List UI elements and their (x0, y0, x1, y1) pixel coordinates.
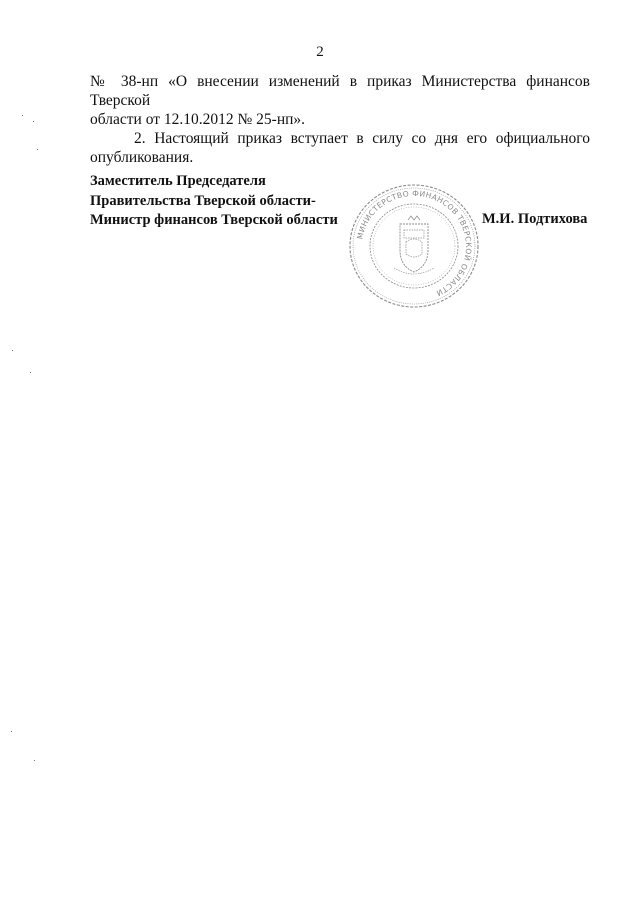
scan-speck (33, 121, 34, 122)
scan-speck (22, 115, 23, 116)
scan-speck (37, 149, 38, 150)
page-number: 2 (316, 44, 324, 60)
scan-speck (11, 731, 12, 732)
paragraph-1-line-2: области от 12.10.2012 № 25-нп». (90, 111, 306, 128)
document-body (90, 72, 590, 167)
paragraph-effective-date (90, 129, 590, 167)
scan-speck (12, 350, 13, 351)
position-line-1: Заместитель Председателя (90, 173, 266, 189)
position-line-2: Правительства Тверской области- (90, 192, 316, 209)
signatory-position (90, 172, 350, 231)
paragraph-2-line-1: 2. Настоящий приказ вступает в силу со дня его официального (134, 130, 590, 147)
svg-text:МИНИСТЕРСТВО ФИНАНСОВ ТВЕРСКОЙ: МИНИСТЕРСТВО ФИНАНСОВ ТВЕРСКОЙ ОБЛАСТИ (355, 188, 474, 298)
paragraph-2-line-2: опубликования. (90, 149, 194, 166)
position-line-3: Министр финансов Тверской области (90, 212, 338, 228)
paragraph-1-line-1: № 38-нп «О внесении изменений в приказ Министерства финансов Тверской (90, 73, 590, 109)
official-seal-stamp (344, 180, 484, 312)
scan-speck (34, 760, 35, 761)
signer-name: М.И. Подтихова (482, 211, 588, 227)
paragraph-continuation (90, 72, 590, 129)
scan-speck (30, 372, 31, 373)
